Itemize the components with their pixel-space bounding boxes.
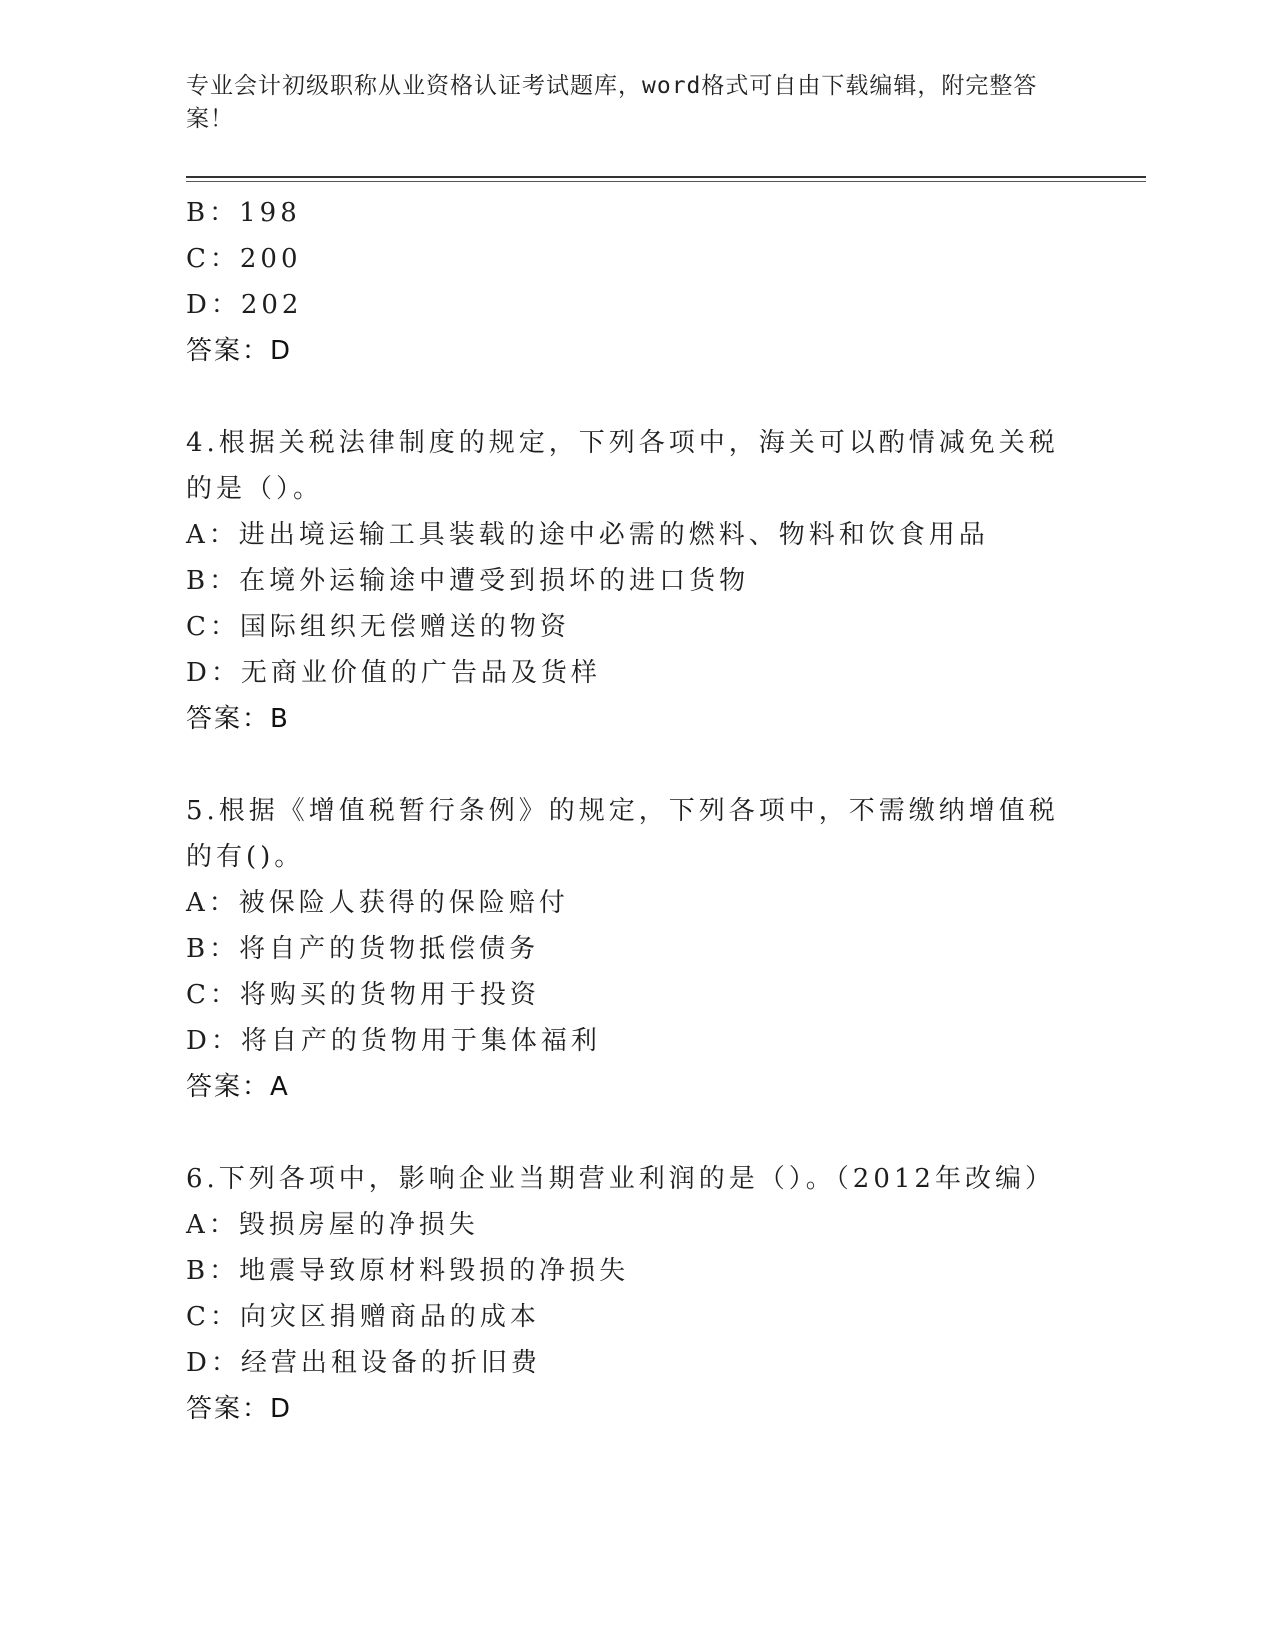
document-body [186,190,1086,1432]
option-line: D：202 [186,290,303,320]
question-6 [186,1156,1086,1432]
option-line: C：向灾区捐赠商品的成本 [186,1302,540,1332]
answer-line: 答案：D [186,1394,293,1424]
option-line: B：198 [186,198,301,228]
option-line: B：地震导致原材料毁损的净损失 [186,1256,630,1286]
continued-question [186,190,1086,374]
option-line: B：在境外运输途中遭受到损坏的进口货物 [186,566,750,596]
answer-line: 答案：A [186,1072,290,1102]
question-stem: 6.下列各项中，影响企业当期营业利润的是（）。（2012年改编） [186,1164,1055,1194]
option-line: C：国际组织无偿赠送的物资 [186,612,570,642]
question-4 [186,420,1086,742]
answer-line: 答案：B [186,704,290,734]
option-line: A：被保险人获得的保险赔付 [186,888,569,918]
answer-line: 答案：D [186,336,293,366]
document-header: 专业会计初级职称从业资格认证考试题库，word格式可自由下载编辑，附完整答案！ [186,73,1038,132]
option-line: D：经营出租设备的折旧费 [186,1348,541,1378]
spacer [186,374,1086,420]
option-line: C：200 [186,244,302,274]
spacer [186,1110,1086,1156]
header-rule-thick [186,176,1146,178]
option-line: B：将自产的货物抵偿债务 [186,934,540,964]
option-line: A：进出境运输工具装载的途中必需的燃料、物料和饮食用品 [186,520,989,550]
option-line: A：毁损房屋的净损失 [186,1210,479,1240]
question-stem: 4.根据关税法律制度的规定，下列各项中，海关可以酌情减免关税的是（）。 [186,428,1059,504]
option-line: D：无商业价值的广告品及货样 [186,658,601,688]
option-line: D：将自产的货物用于集体福利 [186,1026,601,1056]
header-rule-thin [186,181,1146,182]
spacer [186,742,1086,788]
option-line: C：将购买的货物用于投资 [186,980,540,1010]
question-stem: 5.根据《增值税暂行条例》的规定，下列各项中，不需缴纳增值税的有()。 [186,796,1059,872]
question-5 [186,788,1086,1110]
